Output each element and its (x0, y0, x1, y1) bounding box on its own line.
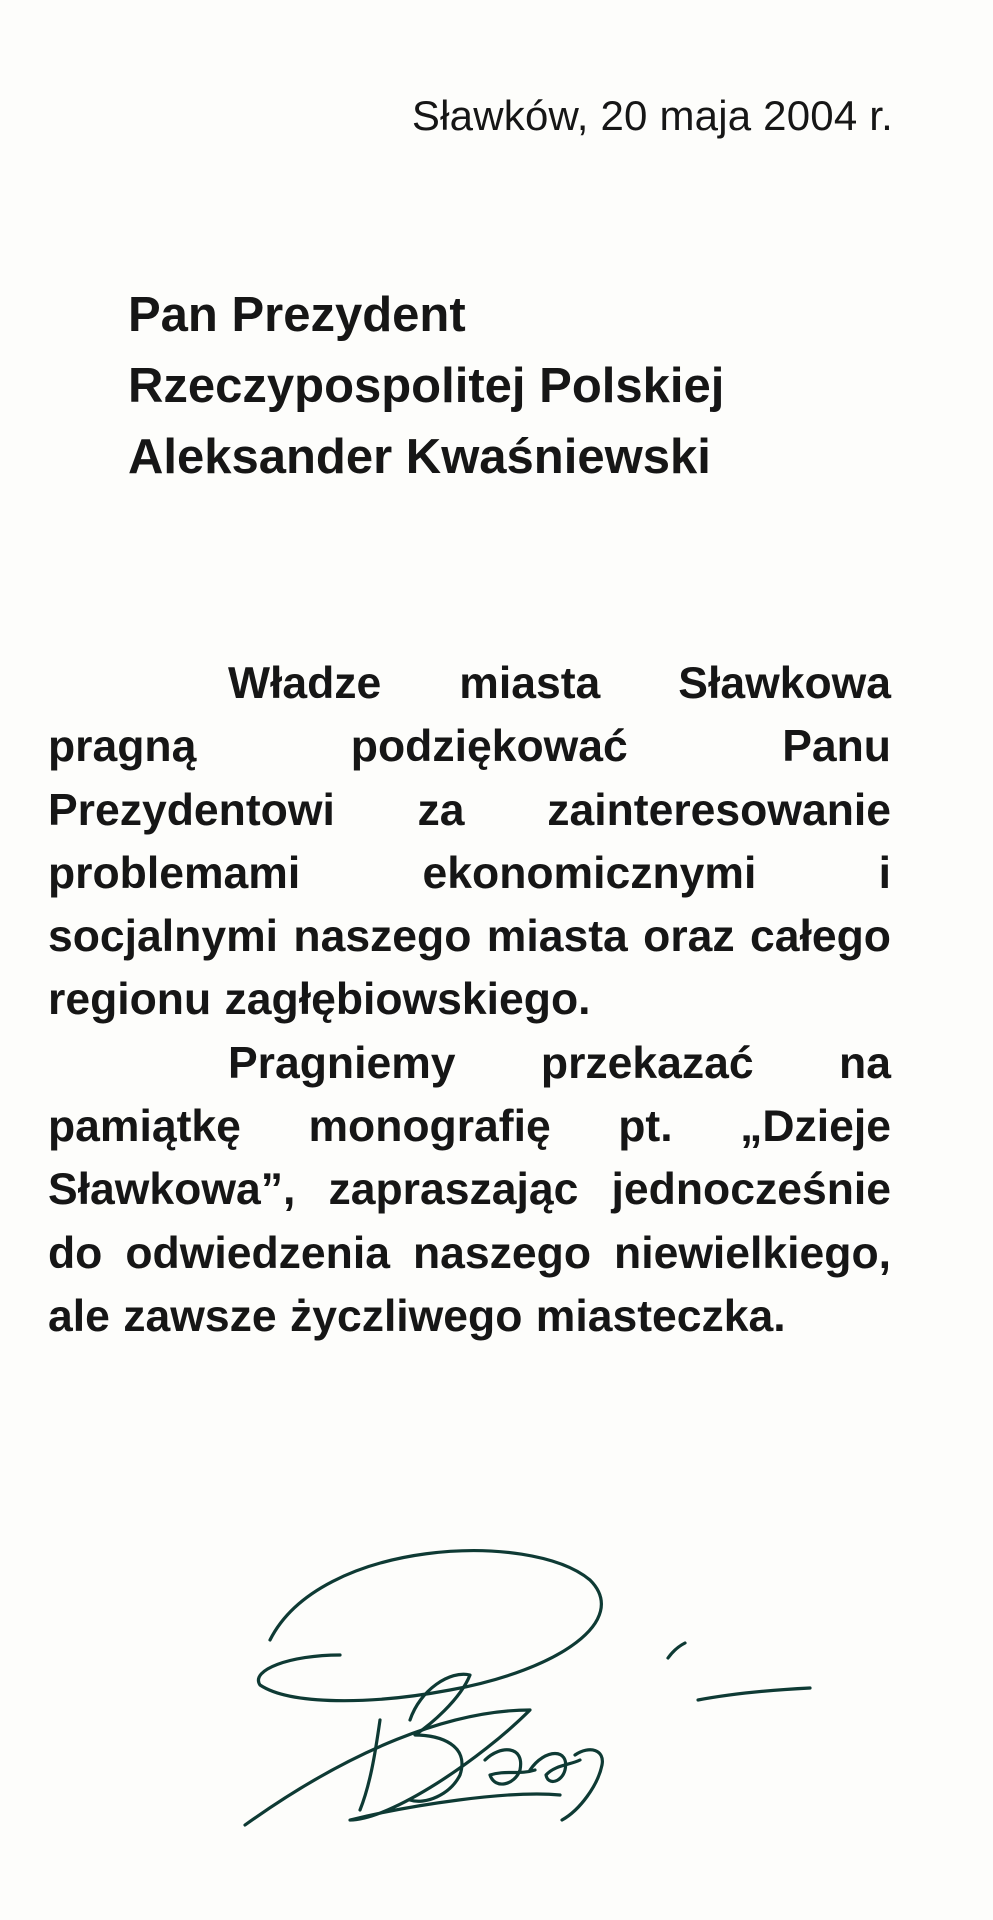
body-paragraph-thanks: Władze miasta Sławkowa pragną podziękować Panu Prezydentowi za zainteresowanie problemami ekonomicznymi i socjalnymi naszego miasta oraz całego regionu zagłębiowskiego. (48, 659, 891, 1025)
recipient-block (128, 280, 928, 493)
recipient-name: Aleksander Kwaśniewski (128, 430, 711, 484)
letter-date: Sławków, 20 maja 2004 r. (411, 92, 893, 139)
handwritten-signature (230, 1520, 870, 1840)
recipient-title: Pan Prezydent (128, 288, 466, 342)
recipient-office: Rzeczypospolitej Polskiej (128, 359, 725, 413)
body-paragraph-gift: Pragniemy przekazać na pamiątkę monografię pt. „Dzieje Sławkowa”, zapraszając jednocześnie do odwiedzenia naszego niewielkiego, ale zawsze życzliwego miasteczka. (48, 1038, 891, 1341)
letter-body (48, 652, 891, 1348)
